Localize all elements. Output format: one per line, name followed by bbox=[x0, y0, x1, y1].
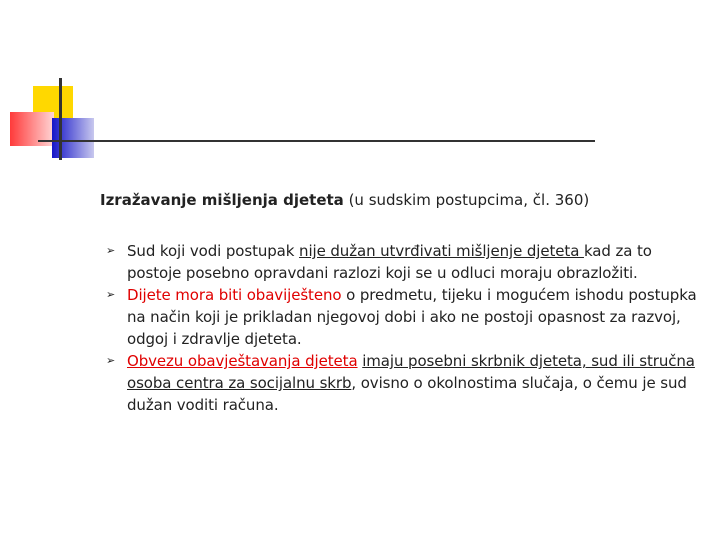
arrow-bullet-icon: ➢ bbox=[106, 288, 116, 301]
list-item bbox=[100, 284, 700, 350]
slide-title bbox=[100, 190, 700, 211]
list-item bbox=[100, 350, 700, 416]
item-text-underlined: nije dužan utvrđivati mišljenje djeteta bbox=[299, 242, 584, 260]
decor-vertical-line bbox=[59, 78, 62, 160]
item-text-highlight-underlined: Obvezu obavještavanja djeteta bbox=[127, 352, 358, 370]
slide-title-bold: Izražavanje mišljenja djeteta bbox=[100, 191, 344, 209]
list-item bbox=[100, 240, 700, 284]
decor-horizontal-line bbox=[38, 140, 595, 142]
item-text: , ovisno o okolnostima slučaja, o čemu je sud dužan voditi računa. bbox=[127, 374, 687, 414]
arrow-bullet-icon: ➢ bbox=[106, 354, 116, 367]
slide-content bbox=[100, 190, 700, 416]
slide-title-rest: (u sudskim postupcima, čl. 360) bbox=[343, 191, 590, 209]
item-text: o predmetu, tijeku i mogućem ishodu postupka na način koji je prikladan njegovoj dobi i ako ne postoji opasnost za razvoj, odgoj i zdravlje djeteta. bbox=[127, 286, 697, 348]
item-text: kad za to postoje posebno opravdani razlozi koji se u odluci moraju obrazložiti. bbox=[127, 242, 652, 282]
item-text: Sud koji vodi postupak bbox=[127, 242, 300, 260]
item-text-highlight: Dijete mora biti obaviješteno bbox=[127, 286, 342, 304]
item-text-underlined: imaju posebni skrbnik djeteta, sud ili stručna osoba centra za socijalnu skrb bbox=[127, 352, 695, 392]
arrow-bullet-icon: ➢ bbox=[106, 244, 116, 257]
bullet-list bbox=[100, 240, 700, 416]
